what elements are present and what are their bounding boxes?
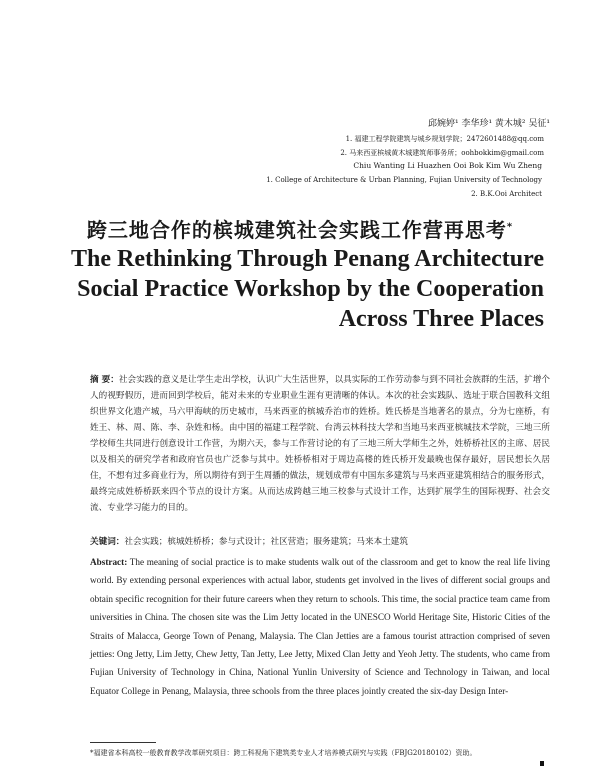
abstract-zh-label: 摘 要： xyxy=(90,375,119,385)
keywords-zh-text: 社会实践；槟城姓桥桥；参与式设计；社区营造；服务建筑；马来本土建筑 xyxy=(124,537,408,547)
affiliation-2-zh: 2. 马来西亚槟城黄木城建筑师事务所；oohbokkim@gmail.com xyxy=(340,149,544,157)
abstract-en-text: The meaning of social practice is to make students walk out of the classroom and get to know the real life living world. By extending personal experiences with actual labor, students get involved in the lives of different social groups and obtain specific recognition for their future careers when they return to schools. This time, the social practice team came from universities in China. The chosen site was the Lim Jetty located in the UNESCO World Heritage Site, Historic Cities of the Straits of Malacca, George Town of Penang, Malaysia. The Clan Jetties are a famous tourist attraction comprised of seven jetties: Ong Jetty, Lim Jetty, Chew Jetty, Tan Jetty, Lee Jetty, Mixed Clan Jetty and Yeoh Jetty. The students, who came from Fujian University of Technology in China, National Yunlin University of Science and Technology in Taiwan, and local Equator College in Penang, Malaysia, three schools from the three places jointly created the six-day Design Inter- xyxy=(90,557,550,696)
affiliation-2-en: 2. B.K.Ooi Architect xyxy=(471,190,542,198)
abstract-en-label: Abstract: xyxy=(90,557,128,567)
page-corner-mark xyxy=(540,761,544,766)
keywords-zh-label: 关键词： xyxy=(90,537,125,547)
abstract-zh-text: 社会实践的意义是让学生走出学校，认识广大生活世界，以具实际的工作劳动参与到不同社会族群的生活，扩增个人的视野假历，进而回到学校后，能对未来的专业职业生涯有更清晰的体认。本次的社会实践队、选址于联合国教科文组织世界文化遗产城，马六甲海峡的历史城市，马来西亚的槟城乔治市的姓桥。姓氏桥是当地著名的景点，分为七座桥，有姓王、林、周、陈、李、杂姓和杨。由中国的福建工程学院、台湾云林科技大学和当地马来西亚槟城技术学院，三地三所学校师生共同进行创意设计工作营，为期六天，参与工作营讨论的有了三地三所大学师生之外，姓桥桥社区的主席、居民以及相关的研究学者和政府官员也广泛参与其中。姓桥桥相对于周边高楼的姓氏桥开发最晚也保存最好，居民想长久居住，不想有过多商业行为，所以期待有到于生周播的做法，规划成带有中国东多建筑与马来西亚建筑相结合的服务形式，最终完成姓桥桥跃来四个节点的设计方案。从而达成跨越三地三校参与式设计工作，达到扩展学生的国际视野、社会交流、专业学习能力的目的。 xyxy=(90,375,550,513)
affiliation-1-zh: 1. 福建工程学院建筑与城乡规划学院；2472601488@qq.com xyxy=(345,135,544,143)
abstract-en xyxy=(90,553,550,700)
keywords-zh xyxy=(90,535,550,549)
footnote: *福建省本科高校一般教育教学改革研究项目：跨工科视角下建筑类专业人才培养模式研究与实践（FBJG20180102）资助。 xyxy=(90,749,477,757)
footnote-rule xyxy=(90,742,156,743)
author-line-en: Chiu Wanting Li Huazhen Ooi Bok Kim Wu Zheng xyxy=(353,161,542,170)
affiliation-1-en: 1. College of Architecture & Urban Planning, Fujian University of Technology xyxy=(266,176,542,184)
title-zh-text: 跨三地合作的槟城建筑社会实践工作营再思考 xyxy=(86,218,507,242)
title-footnote-mark: * xyxy=(506,221,514,233)
author-line-zh: 邱婉婷¹ 李华珍¹ 黄木城² 吴征¹ xyxy=(427,119,550,129)
abstract-zh xyxy=(90,372,550,516)
title-zh xyxy=(0,214,600,243)
title-en: The Rethinking Through Penang Architecture Social Practice Workshop by the Cooperation Across Three Places xyxy=(71,246,544,332)
